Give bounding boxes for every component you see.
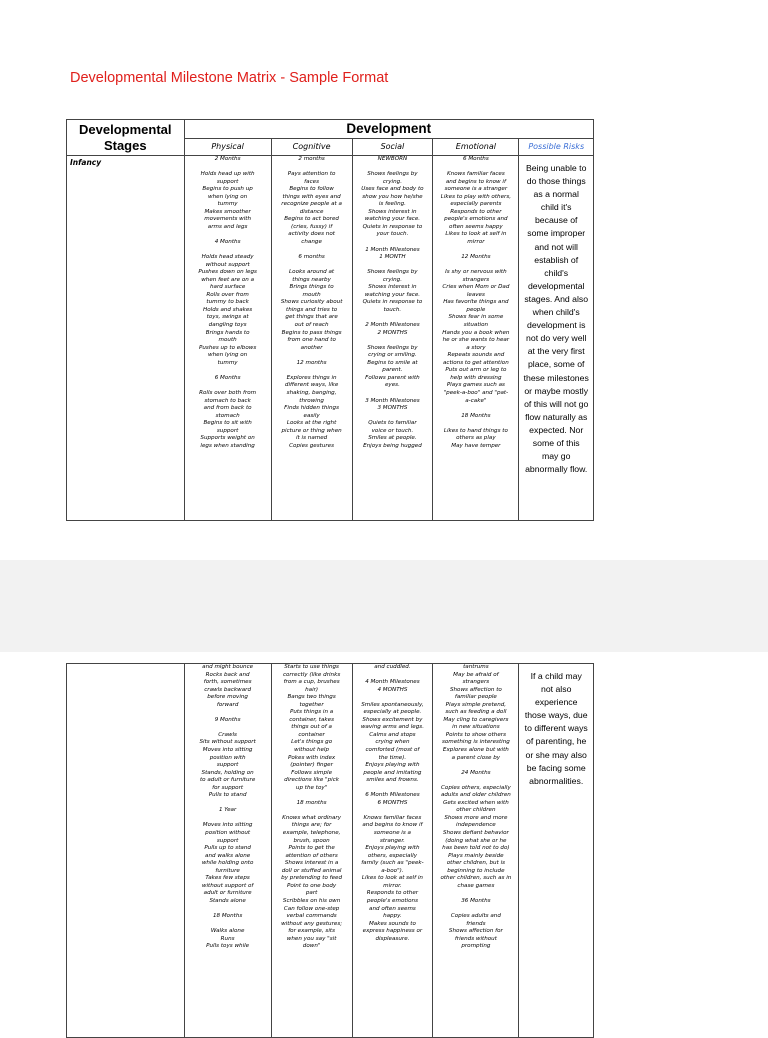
possible-risks-cell: If a child may not also experience those ways, due to different ways of parenting, he or she may also be facing some abnormalities. [519, 664, 594, 1038]
social-column-header: Social [352, 139, 433, 156]
stages-header: Developmental Stages [67, 120, 185, 156]
physical-cell: and might bounce Rocks back and forth, sometimes crawls backward before moving forward 9 Months Crawls Sits without support Moves into sitting position with support Stands, holding on to adult or furniture for support Pulls to stand 1 Year Moves into sitting position without support Pulls up to stand and walks alone while holding onto furniture Takes few steps without support of adult or furniture Stands alone 18 Months Walks alone Runs Pulls toys while [184, 664, 271, 1038]
milestone-matrix-table-continued [66, 663, 594, 1038]
cognitive-column-header: Cognitive [271, 139, 352, 156]
social-cell: and cuddled. 4 Month Milestones 4 MONTHS Smiles spontaneously, especially at people. Shows excitement by waving arms and legs. Calms and stops crying when comforted (most of the time). Enjoys playing with people and imitating smiles and frowns. 6 Month Milestones 6 MONTHS Knows familiar faces and begins to know if someone is a stranger. Enjoys playing with others, especially family (such as "peek- a-boo"). Likes to look at self in mirror. Responds to other people's emotions and often seems happy. Makes sounds to express happiness or displeasure. [352, 664, 433, 1038]
table-header-row [67, 120, 594, 139]
cognitive-cell: Starts to use things correctly (like drinks from a cup, brushes hair) Bangs two things together Puts things in a container, takes things out of a container Let's things go without help Pokes with index (pointer) finger Follows simple directions like "pick up the toy" 18 months Knows what ordinary things are; for example, telephone, brush, spoon Points to get the attention of others Shows interest in a doll or stuffed animal by pretending to feed Point to one body part Scribbles on his own Can follow one-step verbal commands without any gestures; for example, sits when you say "sit down" [271, 664, 352, 1038]
emotional-cell: tantrums May be afraid of strangers Shows affection to familiar people Plays simple pretend, such as feeding a doll May cling to caregivers in new situations Points to show others something is interesting Explores alone but with a parent close by 24 Months Copies others, especially adults and older children Gets excited when with other children Shows more and more independence Shows defiant behavior (doing what she or he has been told not to do) Plays mainly beside other children, but is beginning to include other children, such as in chase games 36 Months Copies adults and friends Shows affection for friends without prompting [433, 664, 519, 1038]
table-row [67, 156, 594, 521]
stage-label: Infancy [67, 156, 185, 521]
emotional-column-header: Emotional [433, 139, 519, 156]
milestone-matrix-table [66, 119, 594, 521]
social-cell: NEWBORN Shows feelings by crying. Uses face and body to show you how he/she is feeling. Shows interest in watching your face. Quiets in response to your touch. 1 Month Milestones 1 MONTH Shows feelings by crying. Shows interest in watching your face. Quiets in response to touch. 2 Month Milestones 2 MONTHS Shows feelings by crying or smiling. Begins to smile at parent. Follows parent with eyes. 3 Month Milestones 3 MONTHS Quiets to familiar voice or touch. Smiles at people. Enjoys being hugged [352, 156, 433, 521]
possible-risks-column-header: Possible Risks [519, 139, 594, 156]
emotional-cell: 6 Months Knows familiar faces and begins to know if someone is a stranger Likes to play with others, especially parents Responds to other people's emotions and often seems happy Likes to look at self in mirror 12 Months Is shy or nervous with strangers Cries when Mom or Dad leaves Has favorite things and people Shows fear in some situation Hands you a book when he or she wants to hear a story Repeats sounds and actions to get attention Puts out arm or leg to help with dressing Plays games such as "peek-a-boo" and "pat- a-cake" 18 Months Likes to hand things to others as play May have temper [433, 156, 519, 521]
table-row [67, 664, 594, 1038]
document-title: Developmental Milestone Matrix - Sample Format [70, 70, 389, 86]
stage-label [67, 664, 185, 1038]
development-header: Development [184, 120, 593, 139]
possible-risks-cell: Being unable to do those things as a normal child it's because of some improper and not will establish of child's developmental stages. And also when child's development is not do very well at the very first place, some of these milestones or maybe mostly of this will not go flow naturally as expected. Nor some of this may go abnormally flow. [519, 156, 594, 521]
physical-cell: 2 Months Holds head up with support Begins to push up when lying on tummy Makes smoother movements with arms and legs 4 Months Holds head steady without support Pushes down on legs when feet are on a hard surface Rolls over from tummy to back Holds and shakes toys, swings at dangling toys Brings hands to mouth Pushes up to elbows when lying on tummy 6 Months Rolls over both from stomach to back and from back to stomach Begins to sit with support Supports weight on legs when standing [184, 156, 271, 521]
cognitive-cell: 2 months Pays attention to faces Begins to follow things with eyes and recognize people at a distance Begins to act bored (cries, fussy) if activity does not change 6 months Looks around at things nearby Brings things to mouth Shows curiosity about things and tries to get things that are out of reach Begins to pass things from one hand to another 12 months Explores things in different ways, like shaking, banging, throwing Finds hidden things easily Looks at the right picture or thing when it is named Copies gestures [271, 156, 352, 521]
physical-column-header: Physical [184, 139, 271, 156]
page-gap [0, 560, 768, 652]
